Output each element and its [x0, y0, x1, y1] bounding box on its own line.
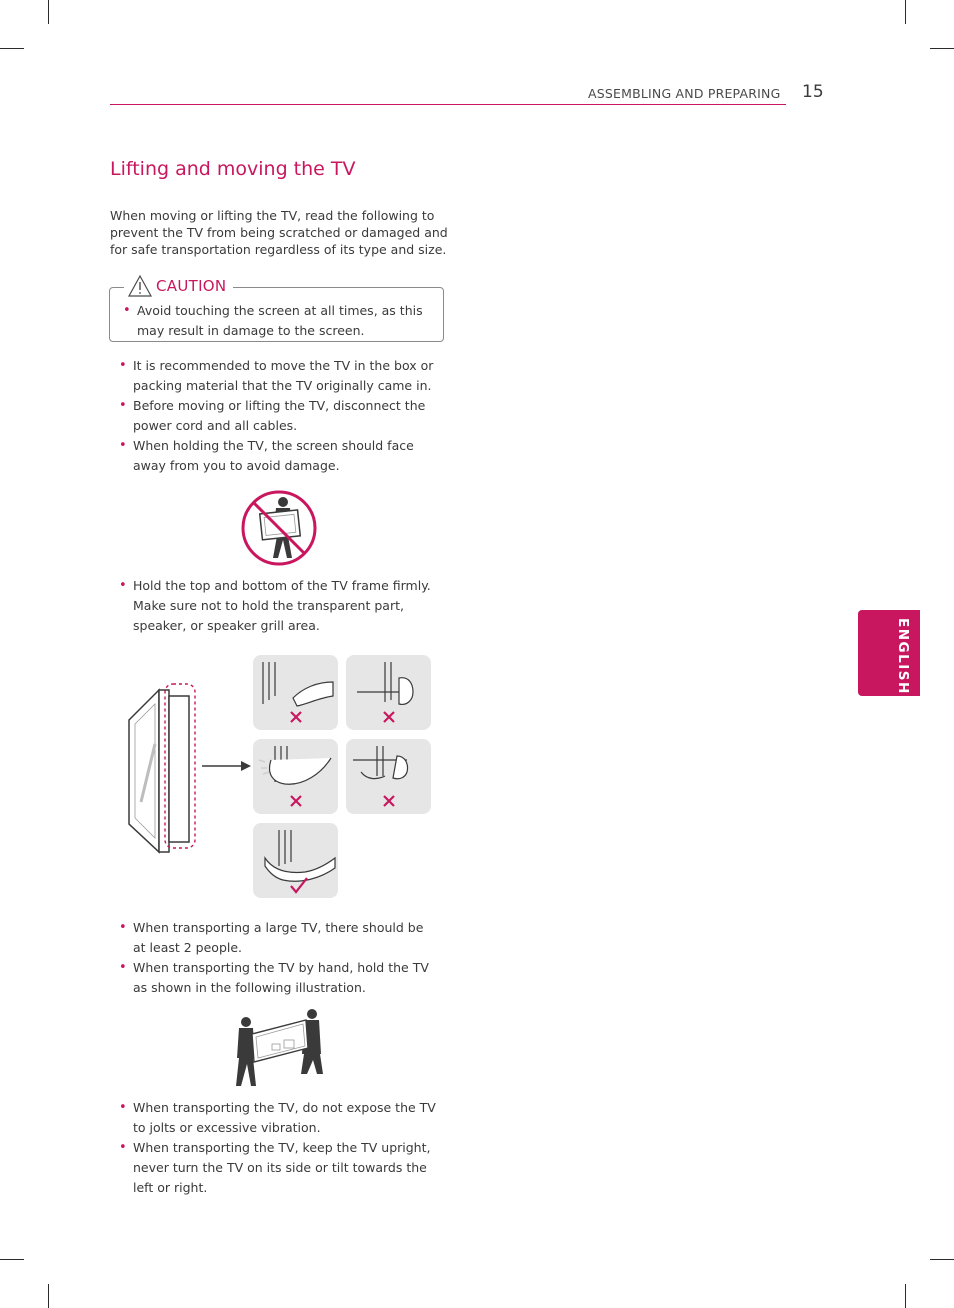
tv-holding-positions-illustration — [125, 652, 435, 902]
list-item: • When transporting the TV by hand, hold the TV as shown in the following illustration. — [133, 958, 438, 998]
section-title: ASSEMBLING AND PREPARING — [588, 86, 781, 101]
crop-mark — [0, 48, 24, 49]
two-person-carry-illustration — [234, 1006, 324, 1088]
page-title: Lifting and moving the TV — [110, 158, 356, 180]
hold-panel-correct — [253, 823, 338, 898]
list-item: • When transporting a large TV, there should be at least 2 people. — [133, 918, 438, 958]
bullet-list — [133, 1098, 438, 1198]
language-tab-label: ENGLISH — [895, 618, 911, 695]
list-item: • Before moving or lifting the TV, disconnect the power cord and all cables. — [133, 396, 438, 436]
list-item: • It is recommended to move the TV in the box or packing material that the TV originally came in. — [133, 356, 438, 396]
hold-panel-wrong — [346, 655, 431, 730]
crop-mark — [930, 1259, 954, 1260]
crop-mark — [48, 0, 49, 24]
bullet-list — [133, 356, 438, 476]
crop-mark — [905, 1284, 906, 1308]
tv-side-view — [129, 684, 195, 852]
crop-mark — [905, 0, 906, 24]
hold-panel-wrong — [253, 739, 338, 814]
list-item: • When holding the TV, the screen should face away from you to avoid damage. — [133, 436, 438, 476]
hold-panel-wrong — [253, 655, 338, 730]
caution-text: • Avoid touching the screen at all times, as this may result in damage to the screen. — [137, 301, 427, 341]
intro-paragraph: When moving or lifting the TV, read the following to prevent the TV from being scratched or damaged and for safe transportation regardless of its type and size. — [110, 208, 448, 257]
warning-triangle-icon — [128, 275, 152, 297]
prohibited-carry-illustration — [239, 488, 319, 568]
list-item: • When transporting the TV, keep the TV upright, never turn the TV on its side or tilt towards the left or right. — [133, 1138, 438, 1198]
caution-header — [124, 272, 233, 300]
bullet-list — [133, 576, 438, 636]
crop-mark — [930, 48, 954, 49]
list-item: • Hold the top and bottom of the TV frame firmly. Make sure not to hold the transparent part, speaker, or speaker grill area. — [133, 576, 438, 636]
page-number: 15 — [802, 82, 824, 102]
header-rule — [110, 104, 786, 105]
crop-mark — [0, 1259, 24, 1260]
hold-panel-wrong — [346, 739, 431, 814]
bullet-list — [133, 918, 438, 998]
list-item: • When transporting the TV, do not expose the TV to jolts or excessive vibration. — [133, 1098, 438, 1138]
crop-mark — [48, 1284, 49, 1308]
caution-label: CAUTION — [156, 277, 227, 295]
